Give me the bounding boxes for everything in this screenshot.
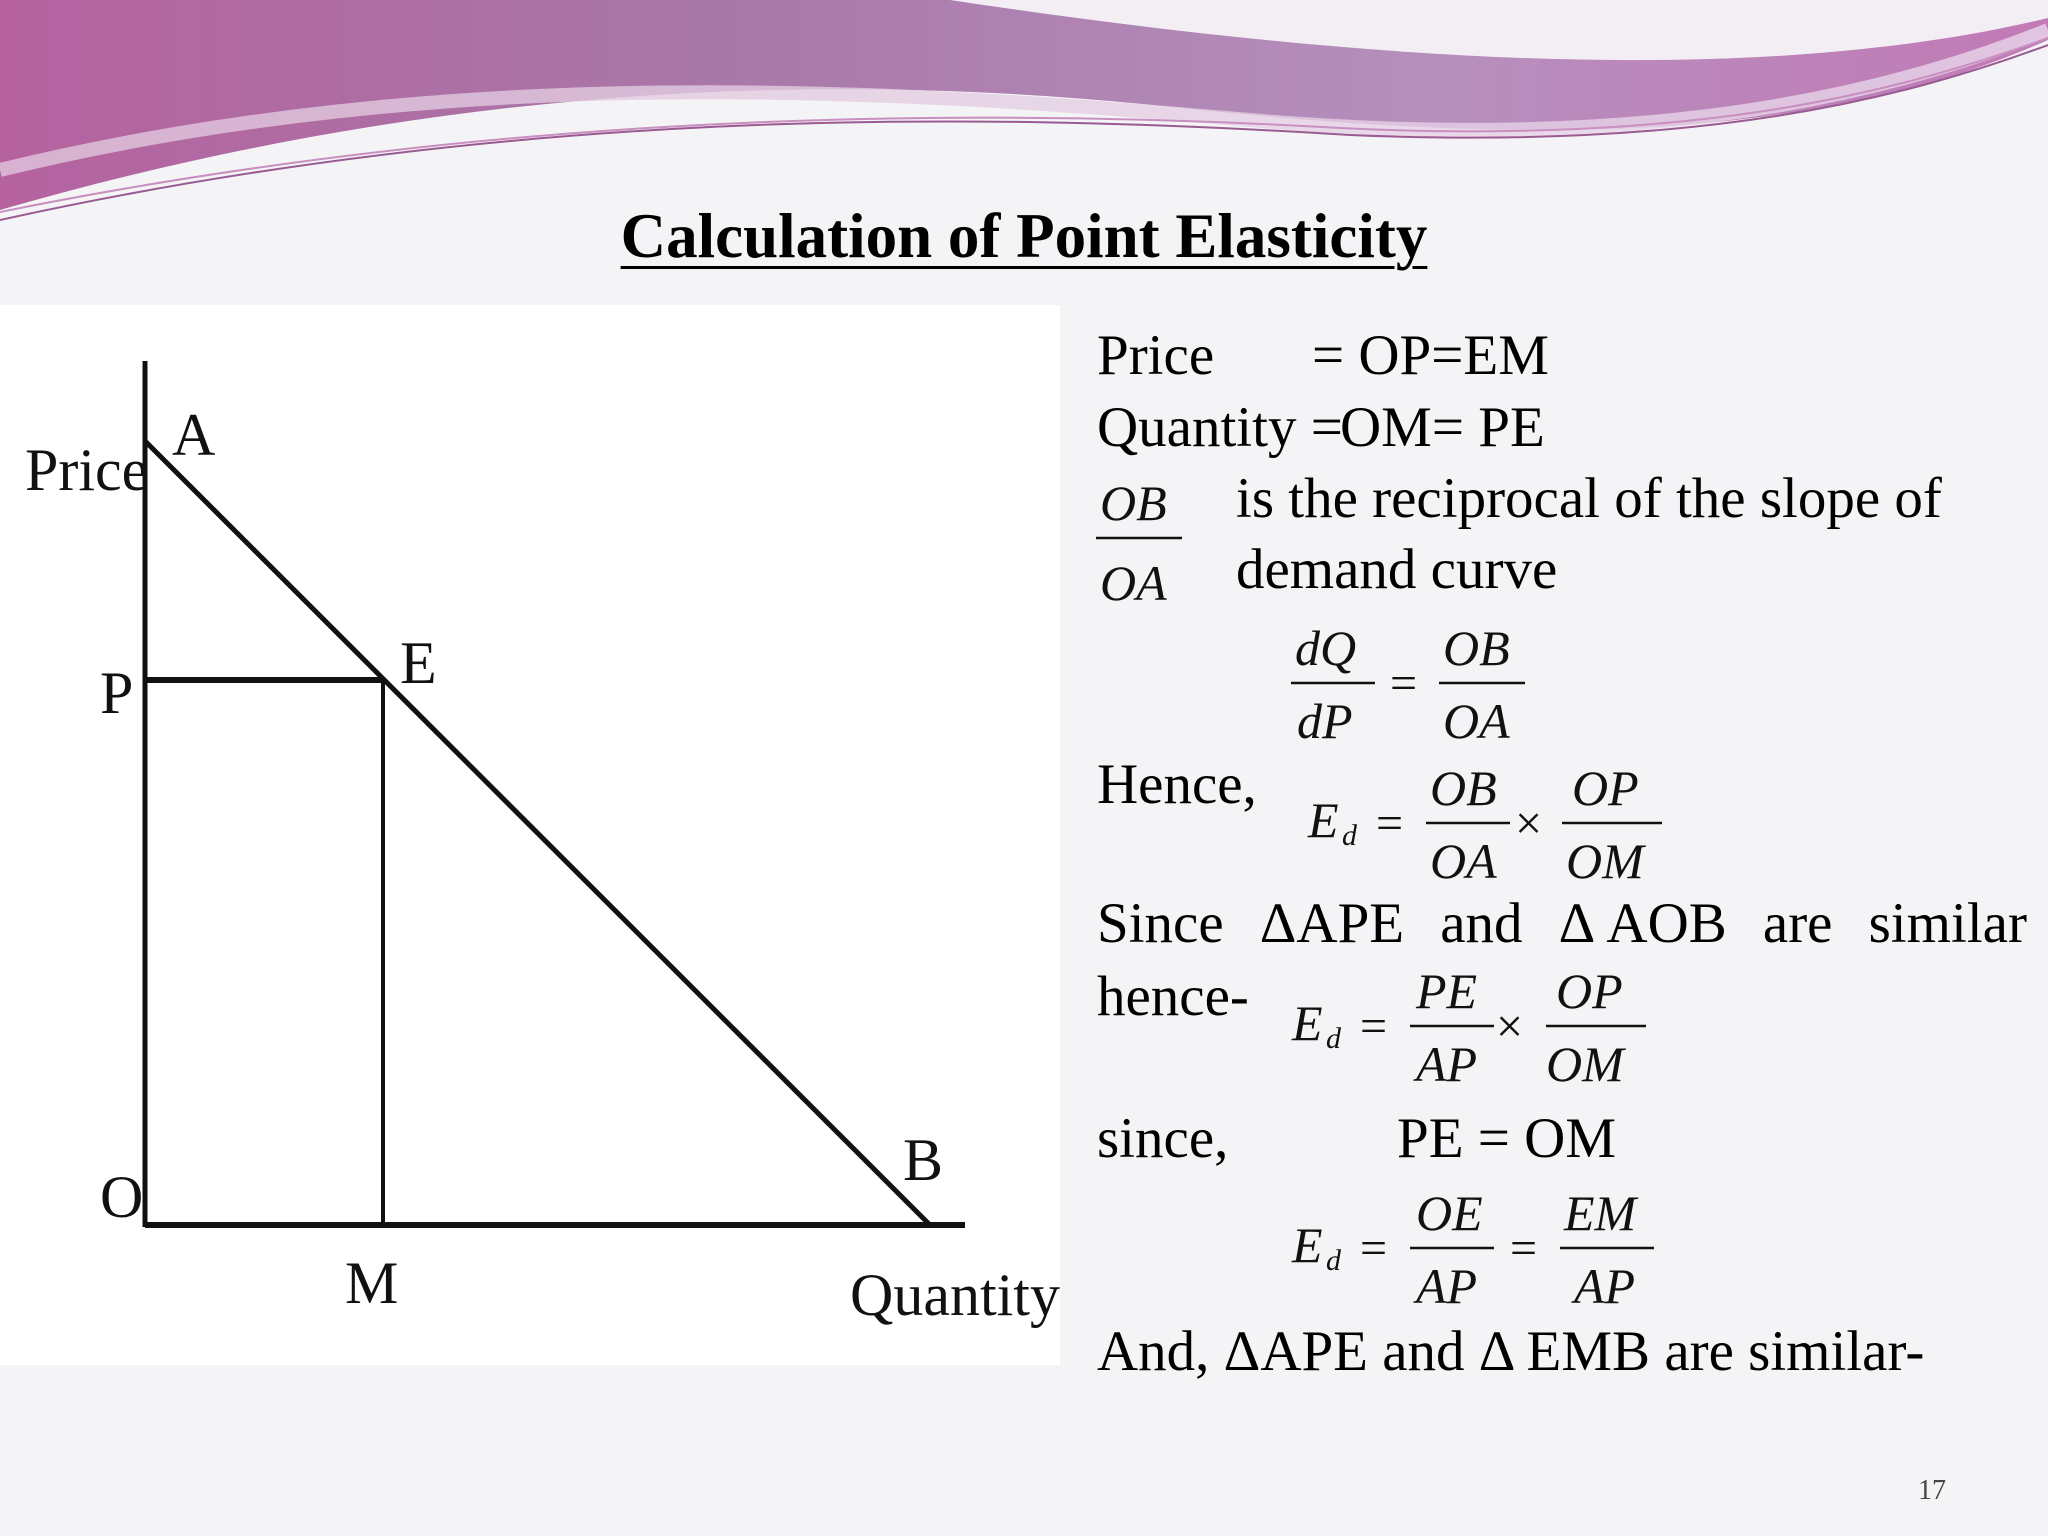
slide-number: 17 (1918, 1475, 1946, 1506)
formula-term: dQ (1295, 620, 1357, 676)
text-word: and (1440, 892, 1523, 955)
formula-operator: = (1360, 1222, 1388, 1275)
formula-term: OM (1546, 1036, 1624, 1092)
axis-label-price: Price (25, 437, 149, 503)
formula-term: OE (1416, 1185, 1483, 1241)
formula-term: AP (1416, 1258, 1478, 1314)
formula-term: E (1292, 995, 1323, 1051)
formula-term: AP (1574, 1258, 1636, 1314)
formula-term: E (1308, 792, 1339, 848)
fraction-numerator: OB (1100, 475, 1167, 531)
formula-operator: = (1390, 657, 1418, 710)
demand-curve-diagram (0, 305, 1060, 1365)
point-label-a: A (172, 402, 216, 468)
formula-term: OP (1556, 963, 1623, 1019)
text-since: since, (1097, 1107, 1229, 1170)
diagram-background (0, 305, 1060, 1365)
formula-subscript: d (1342, 819, 1357, 852)
formula-term: OB (1443, 620, 1510, 676)
text-pe-om: PE = OM (1397, 1107, 1617, 1170)
text-word: Δ AOB (1558, 892, 1727, 955)
formula-term: EM (1564, 1185, 1637, 1241)
text-and-similar: And, ΔAPE and Δ EMB are similar- (1097, 1320, 1925, 1383)
axis-label-quantity: Quantity (850, 1262, 1060, 1328)
formula-operator: × (1496, 1000, 1524, 1053)
formula-operator: = (1360, 1000, 1388, 1053)
formula-term: OB (1430, 760, 1497, 816)
point-label-o: O (100, 1164, 144, 1230)
text-price-eq: = OP=EM (1312, 324, 1549, 387)
text-since-similar (1097, 892, 2027, 955)
formula-term: dP (1297, 693, 1353, 749)
formula-dq-dp (1285, 615, 1535, 755)
formula-term: OA (1443, 693, 1510, 749)
text-word: Since (1097, 892, 1224, 955)
formula-operator: = (1376, 797, 1404, 850)
point-label-p: P (100, 660, 134, 726)
text-slope-line2: demand curve (1236, 538, 1558, 601)
formula-ed-3 (1284, 1180, 1684, 1320)
text-hence2: hence- (1097, 965, 1249, 1028)
text-hence: Hence, (1097, 753, 1257, 816)
formula-subscript: d (1326, 1244, 1341, 1277)
formula-ed-2 (1284, 958, 1664, 1098)
formula-operator: × (1515, 797, 1543, 850)
text-price-label: Price (1097, 324, 1215, 387)
text-word: are (1762, 892, 1833, 955)
formula-ed-1 (1300, 755, 1680, 895)
fraction-denominator: OA (1100, 555, 1167, 611)
text-quantity-label: Quantity = (1097, 396, 1343, 459)
text-slope-line1: is the reciprocal of the slope of (1236, 467, 1942, 530)
fraction-ob-oa (1090, 470, 1200, 615)
point-label-b: B (903, 1127, 944, 1193)
formula-term: PE (1416, 963, 1478, 1019)
formula-term: OP (1572, 760, 1639, 816)
text-quantity-eq: OM= PE (1340, 396, 1545, 459)
formula-term: AP (1416, 1036, 1478, 1092)
formula-subscript: d (1326, 1022, 1341, 1055)
point-label-e: E (400, 630, 437, 696)
point-label-m: M (345, 1250, 399, 1316)
slide-title: Calculation of Point Elasticity (620, 201, 1428, 271)
formula-operator: = (1510, 1222, 1538, 1275)
text-word: ΔAPE (1259, 892, 1405, 955)
formula-term: E (1292, 1217, 1323, 1273)
formula-term: OA (1430, 833, 1497, 889)
formula-term: OM (1566, 833, 1644, 889)
text-word: similar (1868, 892, 2027, 955)
